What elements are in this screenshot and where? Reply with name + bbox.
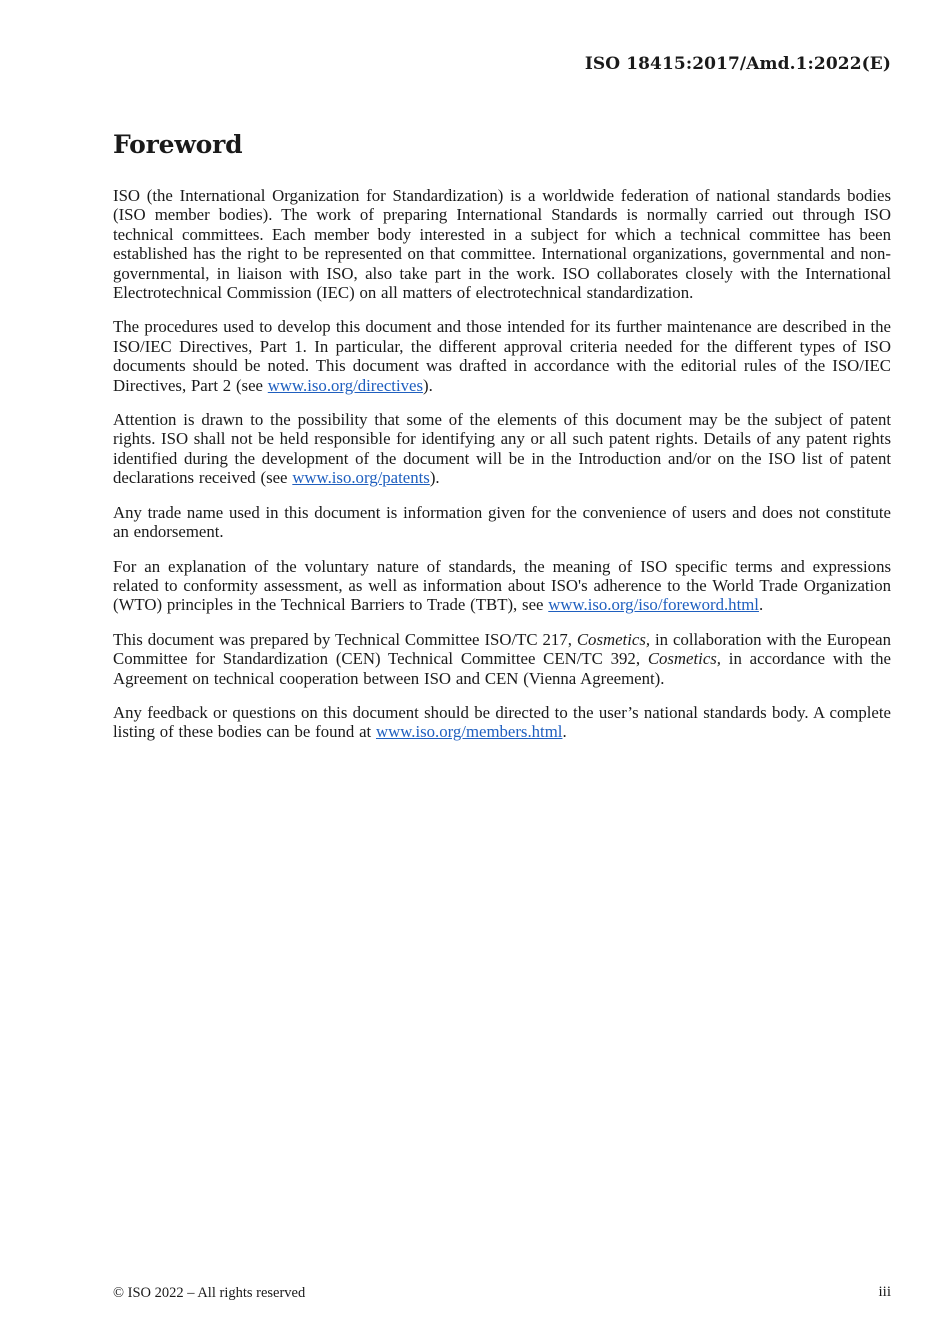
paragraph-feedback-end: . bbox=[562, 722, 567, 742]
paragraph-committee-part2: in collaboration with the European Committee for Standardization (CEN) Technical Committee CEN/TC 392, bbox=[113, 629, 891, 669]
paragraph-feedback-text: Any feedback or questions on this document should be directed to the user’s national standards body. A complete listing of these bodies can be found at bbox=[113, 702, 891, 742]
foreword-link[interactable]: www.iso.org/iso/foreword.html bbox=[548, 595, 759, 615]
paragraph-voluntary-nature-end: . bbox=[758, 595, 764, 615]
paragraph-voluntary-nature-text: For an explanation of the voluntary nature of standards, the meaning of ISO specific terms and expressions related to conformity assessment, as well as information about ISO's adherence to the World Trade Organization (WTO) principles in the Technical Barriers to Trade (TBT), see bbox=[113, 556, 891, 615]
paragraph-procedures-text: The procedures used to develop this document and those intended for its further maintenance are described in the ISO/IEC Directives, Part 1. In particular, the different approval criteria needed for the different types of ISO documents should be noted. This document was drafted in accordance with the editorial rules of the ISO/IEC Directives, Part 2 (see bbox=[113, 317, 891, 395]
page-number: iii bbox=[878, 1284, 891, 1300]
paragraph-patents-end: ). bbox=[429, 468, 440, 488]
paragraph-committee bbox=[113, 630, 891, 688]
page-title: Foreword bbox=[113, 130, 243, 159]
members-link[interactable]: www.iso.org/members.html bbox=[375, 722, 563, 742]
patents-link[interactable]: www.iso.org/patents bbox=[292, 468, 430, 488]
document-identifier: ISO 18415:2017/Amd.1:2022(E) bbox=[584, 54, 891, 74]
directives-link[interactable]: www.iso.org/directives bbox=[267, 375, 423, 395]
footer-copyright: © ISO 2022 – All rights reserved bbox=[113, 1285, 306, 1301]
paragraph-voluntary-nature bbox=[113, 557, 891, 615]
paragraph-procedures-end: ). bbox=[422, 375, 433, 395]
paragraph-patents-text: Attention is drawn to the possibility that some of the elements of this document may be the subject of patent rights. ISO shall not be held responsible for identifying any or all such patent rights. Details of any patent rights identified during the development of the document will be in the Introduction and/or on the ISO list of patent declarations received (see bbox=[113, 410, 891, 488]
foreword-body bbox=[113, 186, 891, 757]
committee-name-iso: Cosmetics, bbox=[576, 629, 651, 649]
paragraph-patents bbox=[113, 410, 891, 488]
paragraph-committee-part3: in accordance with the Agreement on technical cooperation between ISO and CEN (Vienna Agreement). bbox=[113, 649, 891, 688]
paragraph-committee-part1: This document was prepared by Technical Committee ISO/TC 217, bbox=[113, 629, 577, 649]
paragraph-iso-intro: ISO (the International Organization for Standardization) is a worldwide federation of national standards bodies (ISO member bodies). The work of preparing International Standards is normally carried out through ISO technical committees. Each member body interested in a subject for which a technical committee has been established has the right to be represented on that committee. International organizations, governmental and non-governmental, in liaison with ISO, also take part in the work. ISO collaborates closely with the International Electrotechnical Commission (IEC) on all matters of electrotechnical standardization. bbox=[113, 186, 891, 303]
paragraph-feedback bbox=[113, 703, 891, 742]
paragraph-procedures bbox=[113, 317, 891, 395]
committee-name-cen: Cosmetics, bbox=[647, 649, 721, 669]
paragraph-trade-name: Any trade name used in this document is information given for the convenience of users and does not constitute an endorsement. bbox=[113, 502, 891, 542]
